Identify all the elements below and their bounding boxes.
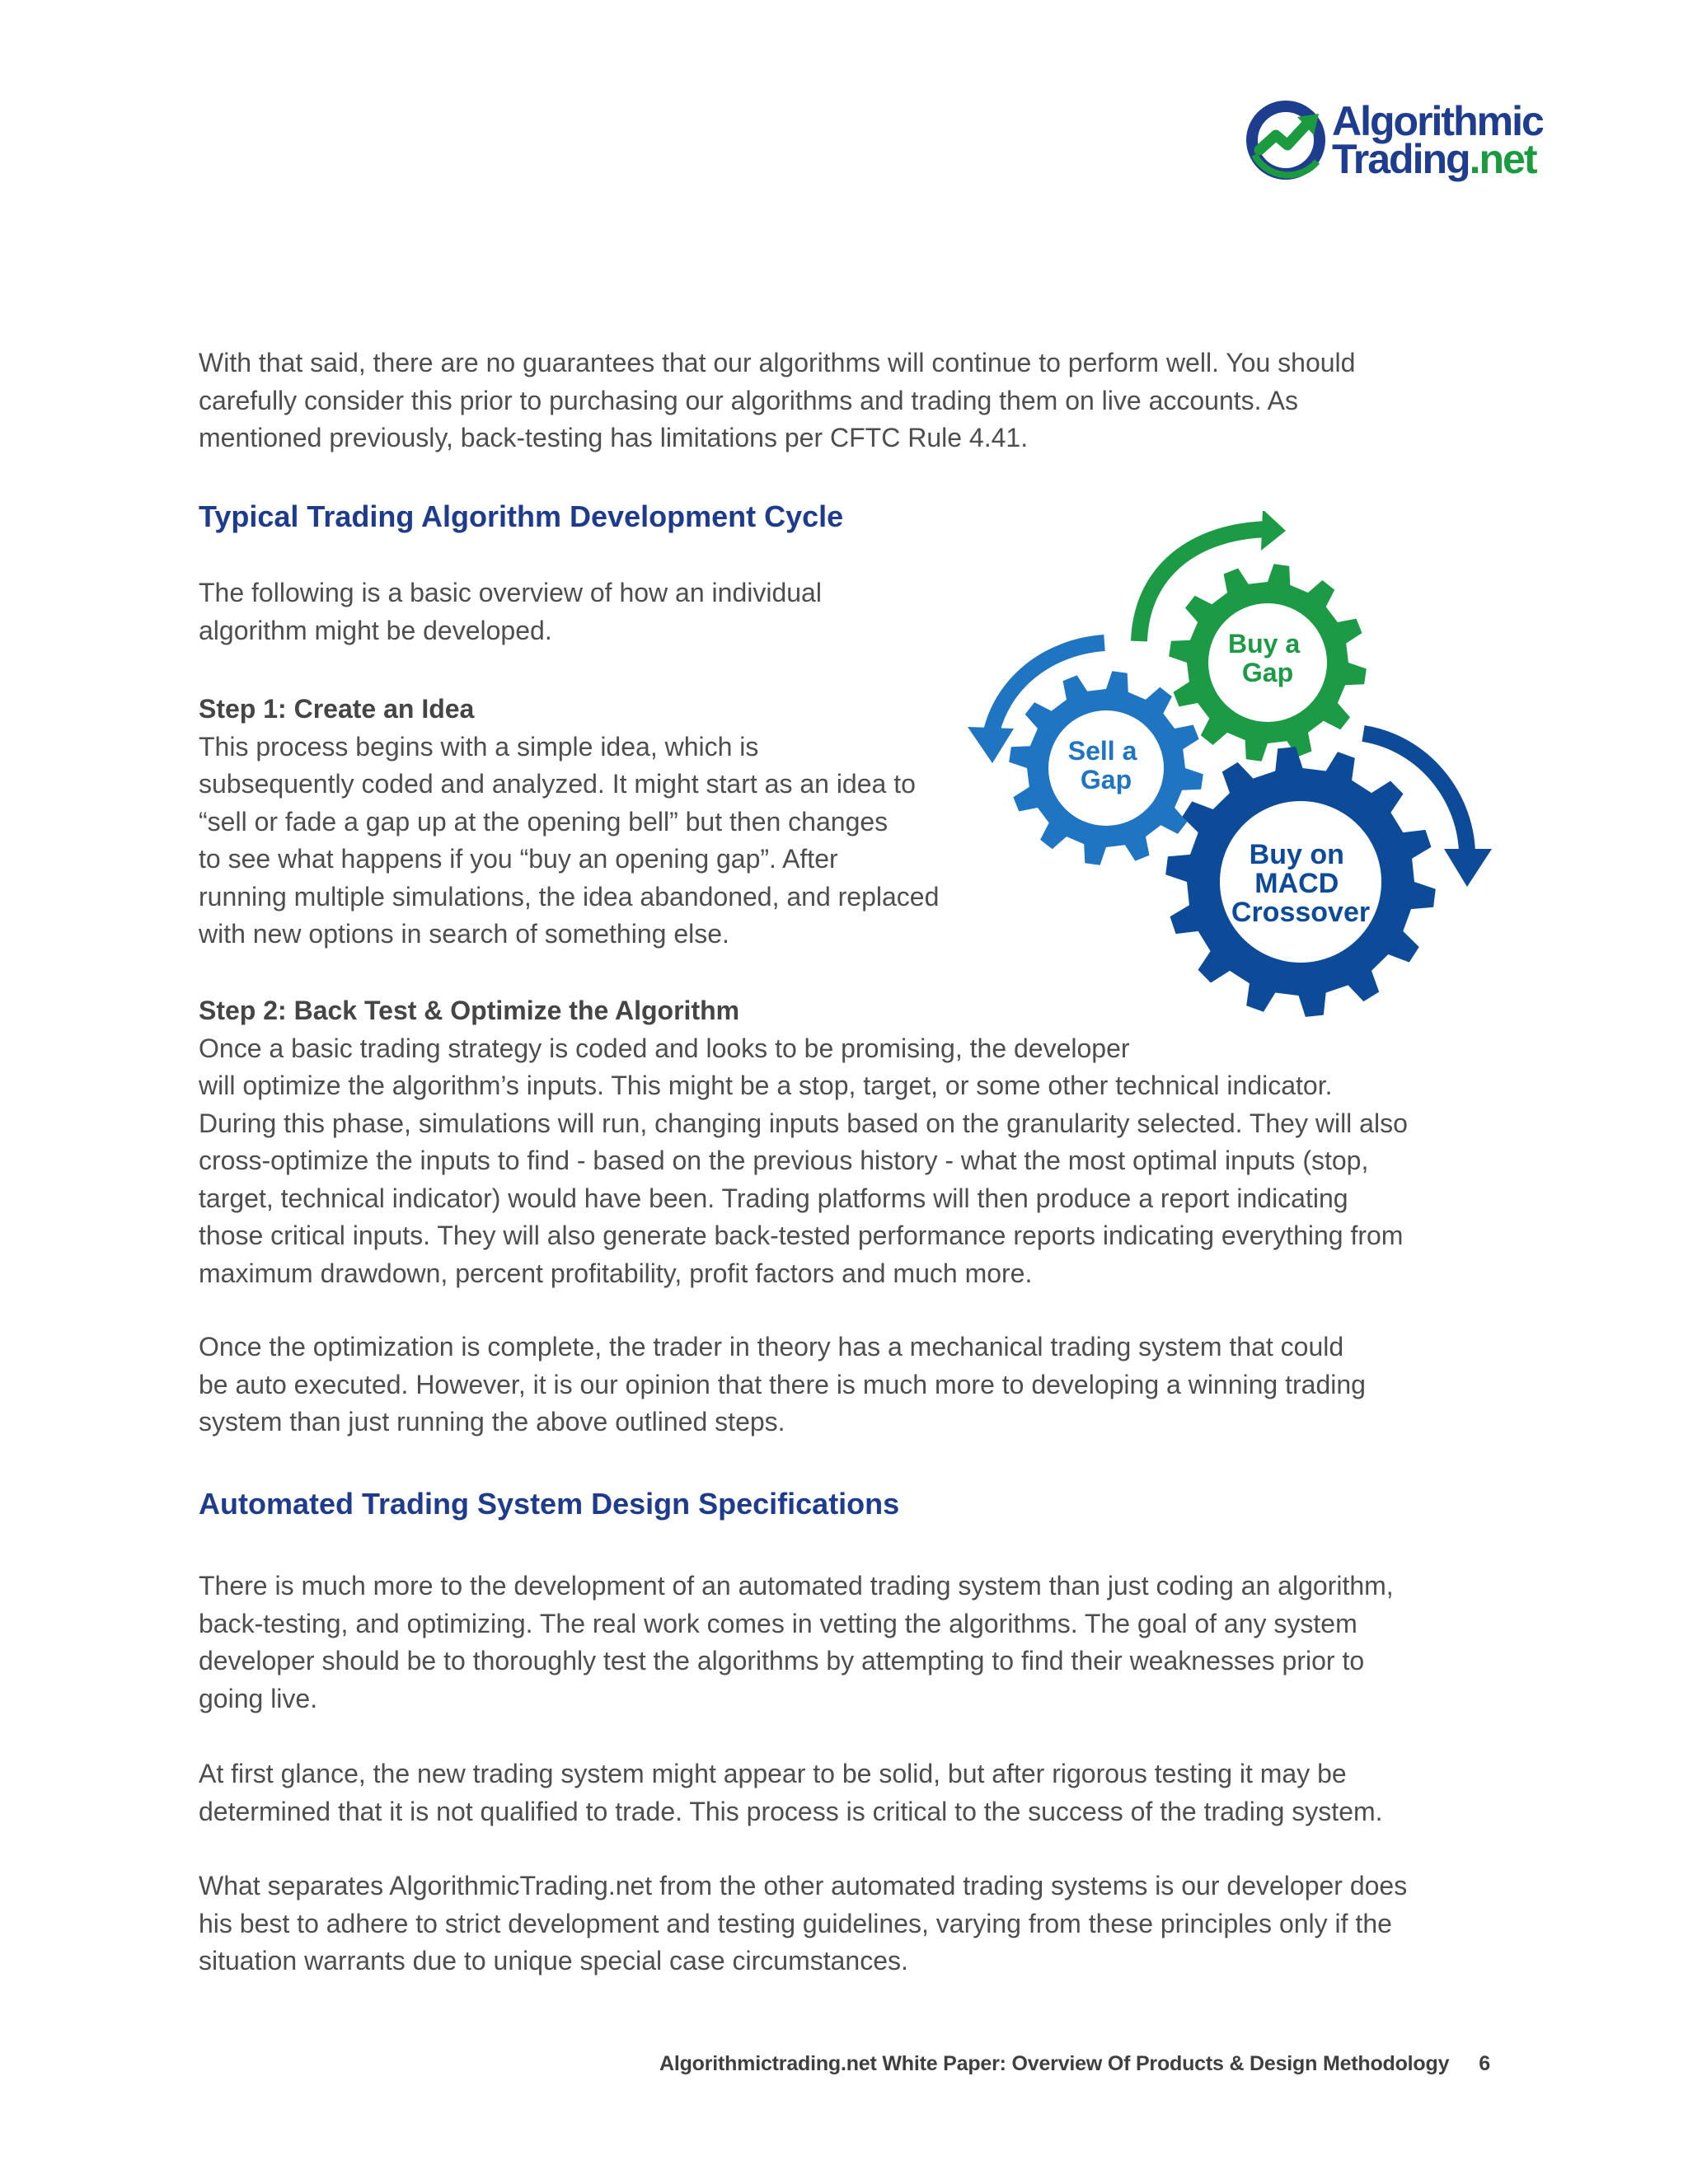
page-number: 6 bbox=[1479, 2052, 1490, 2075]
step1-block: Step 1: Create an Idea This process begins with a simple idea, which is subsequently coded and analyzed. It might start as an idea to “sell or fade a gap up at the opening bell” but then changes to see what happens if you “buy an opening gap”. After running multiple simulations, the idea abandoned, and replaced with new options in search of something else. bbox=[199, 691, 939, 954]
step2-title: Step 2: Back Test & Optimize the Algorithm bbox=[199, 996, 740, 1025]
spec-paragraph-3: What separates AlgorithmicTrading.net from the other automated trading systems is our developer does his best to adhere to strict development and testing guidelines, varying from these principles only if the situation warrants due to unique special case circumstances. bbox=[199, 1871, 1408, 1975]
development-cycle-gears-diagram bbox=[956, 511, 1500, 1022]
page-footer bbox=[659, 2052, 1490, 2076]
section-heading-design-specifications: Automated Trading System Design Specifications bbox=[199, 1487, 900, 1521]
algorithmic-trading-logo bbox=[1243, 97, 1597, 188]
logo-emblem-icon bbox=[1243, 97, 1329, 183]
logo-wordmark: Algorithmic Trading.net bbox=[1332, 98, 1543, 182]
dark-blue-arrowhead-icon bbox=[1444, 849, 1492, 887]
spec-paragraph-2: At first glance, the new trading system might appear to be solid, but after rigorous testing it may be determined that it is not qualified to trade. This process is critical to the success of the trading system. bbox=[199, 1759, 1383, 1826]
gear-label-macd: Buy on MACD Crossover bbox=[1231, 839, 1371, 928]
section-heading-development-cycle: Typical Trading Algorithm Development Cycle bbox=[199, 499, 844, 533]
green-arrowhead-icon bbox=[1261, 511, 1286, 551]
spec-paragraph-1: There is much more to the development of an automated trading system than just coding an algorithm, back-testing, and optimizing. The real work comes in vetting the algorithms. The goal of any system developer should be to thoroughly test the algorithms by attempting to find their weaknesses prior to going live. bbox=[199, 1571, 1394, 1713]
gear-label-sell-a-gap: Sell a Gap bbox=[1067, 736, 1137, 794]
gear-label-buy-a-gap: Buy a Gap bbox=[1227, 629, 1301, 687]
blue-arrowhead-icon bbox=[968, 727, 1014, 763]
footer-title: Algorithmictrading.net White Paper: Overview Of Products & Design Methodology bbox=[659, 2052, 1450, 2075]
intro-paragraph: With that said, there are no guarantees that our algorithms will continue to perform well. You should carefully consider this prior to purchasing our algorithms and trading them on live accounts. As mentioned previously, back-testing has limitations per CFTC Rule 4.41. bbox=[199, 348, 1356, 452]
step1-title: Step 1: Create an Idea bbox=[199, 694, 475, 724]
overview-paragraph: The following is a basic overview of how an individual algorithm might be developed. bbox=[199, 578, 822, 645]
step2-block: Step 2: Back Test & Optimize the Algorithm Once a basic trading strategy is coded and looks to be promising, the developer will optimize the algorithm’s inputs. This might be a stop, target, or some other technical indicator. During this phase, simulations will run, changing inputs based on the granularity selected. They will also cross-optimize the inputs to find - based on the previous history - what the most optimal inputs (stop, target, technical indicator) would have been. Trading platforms will then produce a report indicating those critical inputs. They will also generate back-tested performance reports indicating everything from maximum drawdown, percent profitability, profit factors and much more. bbox=[199, 992, 1408, 1292]
closing-paragraph: Once the optimization is complete, the trader in theory has a mechanical trading system that could be auto executed. However, it is our opinion that there is much more to developing a winning trading system than just running the above outlined steps. bbox=[199, 1332, 1366, 1436]
